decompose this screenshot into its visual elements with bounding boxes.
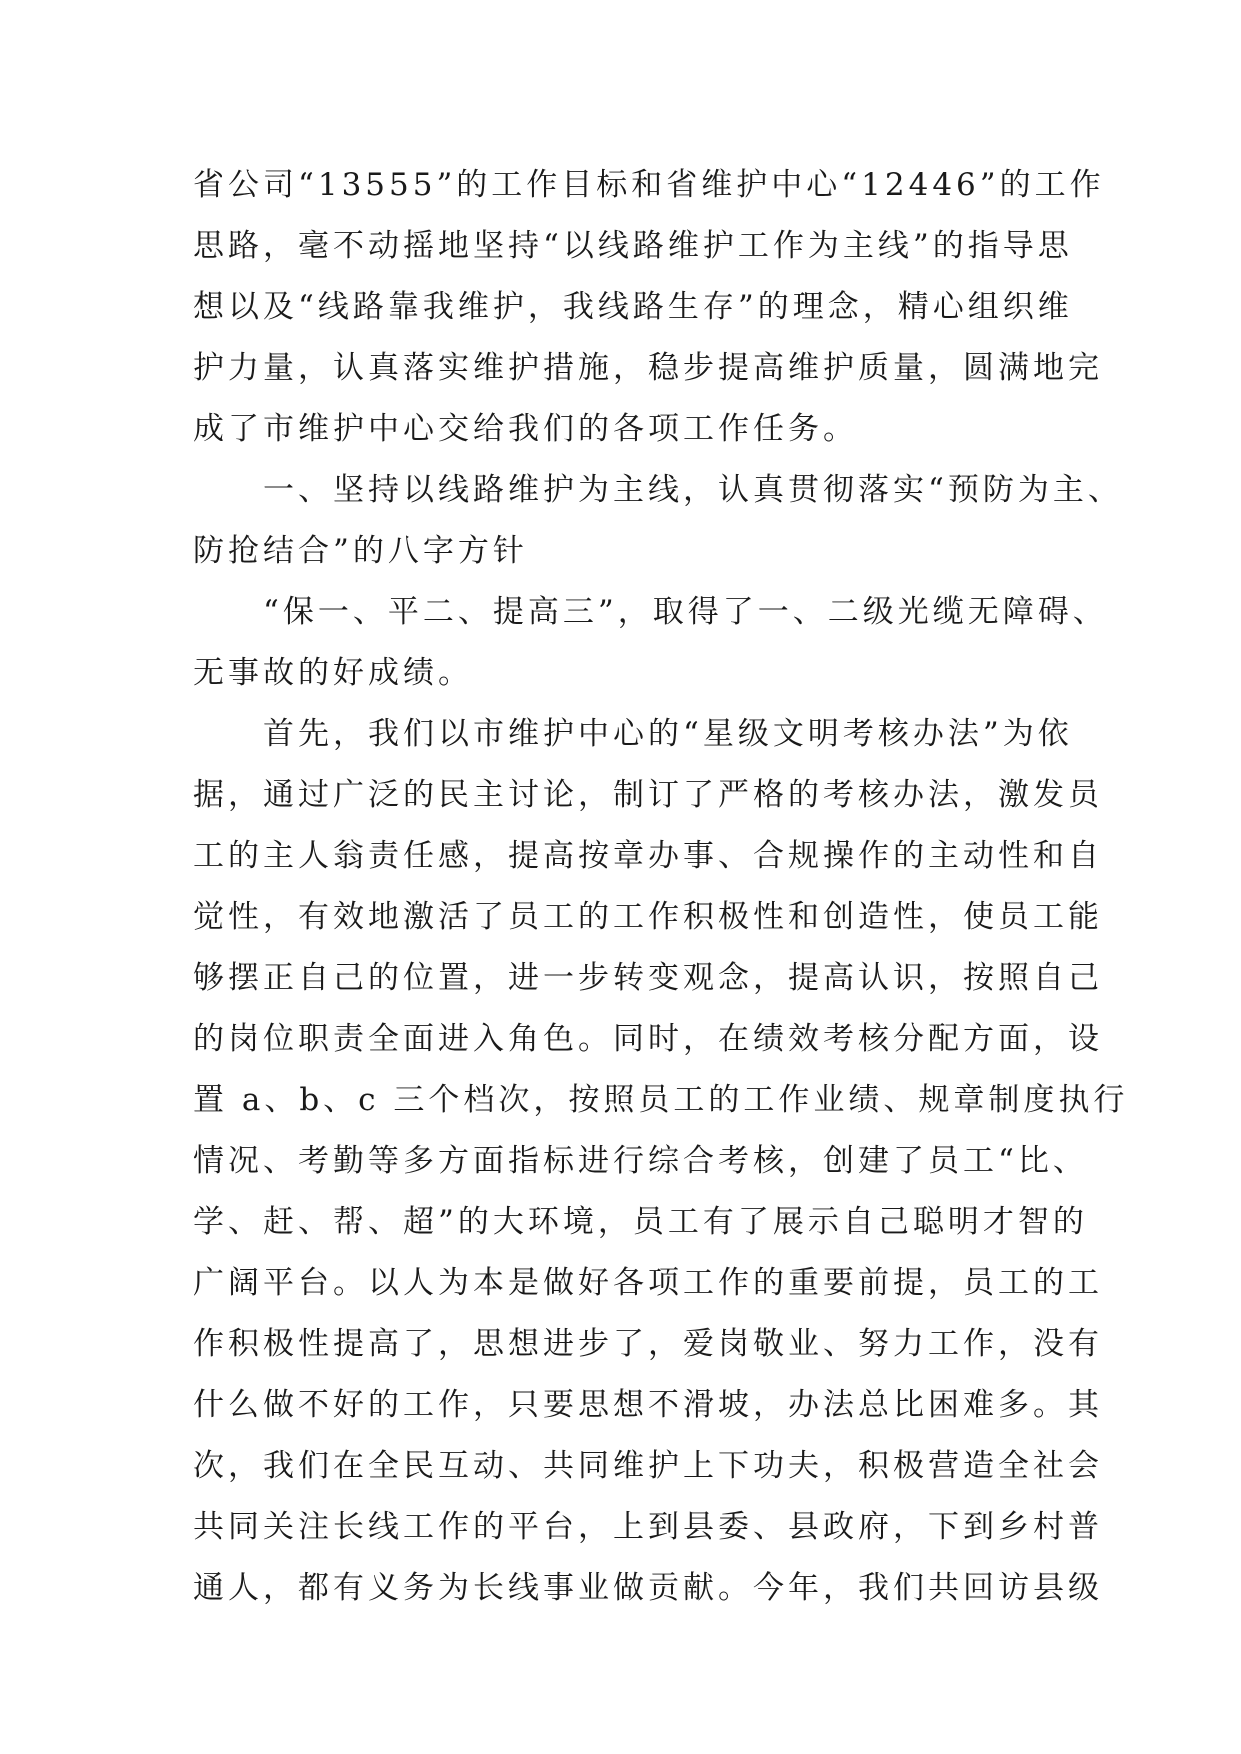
section-heading-line: 一、坚持以线路维护为主线，认真贯彻落实“预防为主、: [193, 472, 1123, 508]
text-line: 情况、考勤等多方面指标进行综合考核，创建了员工“比、: [193, 1143, 1088, 1179]
text-line: 什么做不好的工作，只要思想不滑坡，办法总比困难多。其: [193, 1387, 1103, 1423]
text-line: 置 a、b、c 三个档次，按照员工的工作业绩、规章制度执行: [193, 1082, 1129, 1118]
section-heading-line: 防抢结合”的八字方针: [193, 533, 528, 569]
text-line: 觉性，有效地激活了员工的工作积极性和创造性，使员工能: [193, 899, 1103, 935]
text-line: 工的主人翁责任感，提高按章办事、合规操作的主动性和自: [193, 838, 1103, 874]
text-line: 通人，都有义务为长线事业做贡献。今年，我们共回访县级: [193, 1570, 1103, 1606]
body-text: [193, 155, 1129, 1619]
text-line: 思路，毫不动摇地坚持“以线路维护工作为主线”的指导思: [193, 228, 1073, 264]
text-line: 想以及“线路靠我维护，我线路生存”的理念，精心组织维: [193, 289, 1073, 325]
text-line: 据，通过广泛的民主讨论，制订了严格的考核办法，激发员: [193, 777, 1103, 813]
text-line: 广阔平台。以人为本是做好各项工作的重要前提，员工的工: [193, 1265, 1103, 1301]
text-line: 首先，我们以市维护中心的“星级文明考核办法”为依: [193, 716, 1073, 752]
text-line: 成了市维护中心交给我们的各项工作任务。: [193, 411, 858, 447]
text-line: 共同关注长线工作的平台，上到县委、县政府，下到乡村普: [193, 1509, 1103, 1545]
text-line: 学、赶、帮、超”的大环境，员工有了展示自己聪明才智的: [193, 1204, 1088, 1240]
text-line: 无事故的好成绩。: [193, 655, 473, 691]
text-line: 次，我们在全民互动、共同维护上下功夫，积极营造全社会: [193, 1448, 1103, 1484]
text-line: 够摆正自己的位置，进一步转变观念，提高认识，按照自己: [193, 960, 1103, 996]
text-line: 护力量，认真落实维护措施，稳步提高维护质量，圆满地完: [193, 350, 1103, 386]
text-line: 的岗位职责全面进入角色。同时，在绩效考核分配方面，设: [193, 1021, 1103, 1057]
text-line: 作积极性提高了，思想进步了，爱岗敬业、努力工作，没有: [193, 1326, 1103, 1362]
text-line: “保一、平二、提高三”，取得了一、二级光缆无障碍、: [193, 594, 1108, 630]
text-line: 省公司“13555”的工作目标和省维护中心“12446”的工作: [193, 167, 1105, 203]
